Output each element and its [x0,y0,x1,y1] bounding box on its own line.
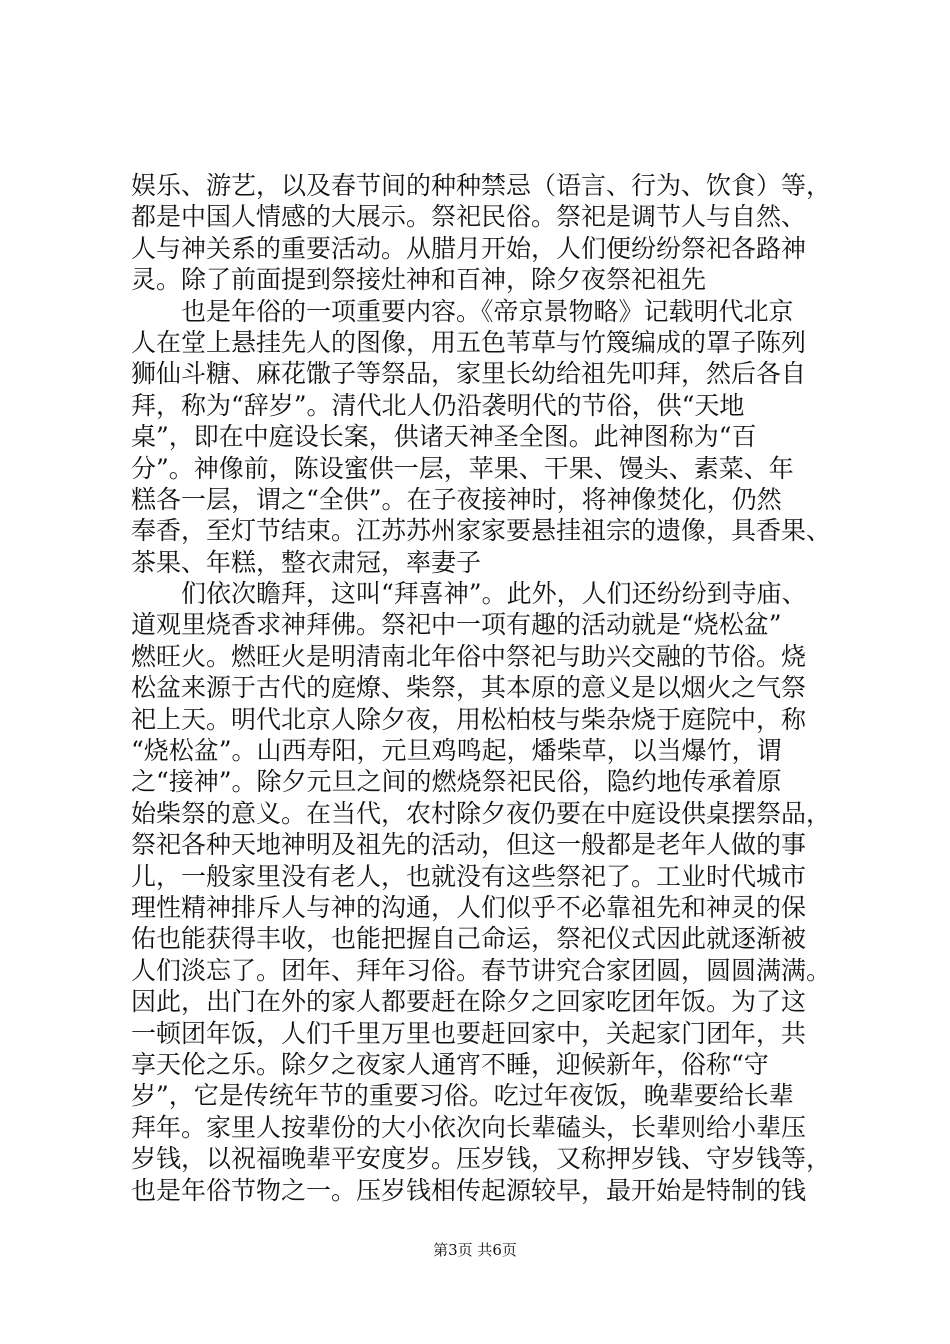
text-line: 人在堂上悬挂先人的图像，用五色苇草与竹篾编成的罩子陈列 [131,327,807,357]
text-line: 一顿团年饭，人们千里万里也要赶回家中，关起家门团年，共 [131,1018,807,1048]
text-line: 因此，出门在外的家人都要赶在除夕之回家吃团年饭。为了这 [131,987,807,1017]
text-line: 佑也能获得丰收，也能把握自己命运，祭祀仪式因此就逐渐被 [131,924,807,954]
text-line: 道观里烧香求神拜佛。祭祀中一项有趣的活动就是“烧松盆” [131,610,782,640]
text-line: 糕各一层，谓之“全供”。在子夜接神时，将神像焚化，仍然 [131,484,782,514]
text-line: 都是中国人情感的大展示。祭祀民俗。祭祀是调节人与自然、 [131,202,807,232]
text-line: 人们淡忘了。团年、拜年习俗。春节讲究合家团圆，圆圆满满。 [131,955,832,985]
page-footer: 第3页 共6页 [433,1241,517,1259]
text-line: 始柴祭的意义。在当代，农村除夕夜仍要在中庭设供桌摆祭品， [131,798,832,828]
text-line: 松盆来源于古代的庭燎、柴祭，其本原的意义是以烟火之气祭 [131,673,807,703]
text-line: 娱乐、游艺，以及春节间的种种禁忌（语言、行为、饮食）等， [131,171,832,200]
text-line: 儿，一般家里没有老人，也就没有这些祭祀了。工业时代城市 [131,861,807,891]
text-line: 岁钱，以祝福晚辈平安度岁。压岁钱，又称押岁钱、守岁钱等， [131,1144,832,1174]
text-line: 们依次瞻拜，这叫“拜喜神”。此外，人们还纷纷到寺庙、 [131,579,807,609]
text-line: 也是年俗的一项重要内容。《帝京景物略》记载明代北京 [131,296,794,326]
text-line: 祭祀各种天地神明及祖先的活动，但这一般都是老年人做的事 [131,830,807,860]
text-line: 狮仙斗糖、麻花馓子等祭品，家里长幼给祖先叩拜，然后各自 [131,359,807,389]
text-line: 拜，称为“辞岁”。清代北人仍沿袭明代的节俗，供“天地 [131,390,745,420]
text-line: 分”。神像前，陈设蜜供一层，苹果、干果、馒头、素菜、年 [131,453,794,483]
text-line: “烧松盆”。山西寿阳，元旦鸡鸣起，燔柴草，以当爆竹，谓 [131,736,782,766]
text-line: 享天伦之乐。除夕之夜家人通宵不睡，迎候新年，俗称“守 [131,1049,769,1079]
text-line: 茶果、年糕，整衣肃冠，率妻子 [131,547,482,577]
text-line: 也是年俗节物之一。压岁钱相传起源较早，最开始是特制的钱 [131,1175,807,1205]
document-body [131,170,831,1206]
text-line: 祀上天。明代北京人除夕夜，用松柏枝与柴杂烧于庭院中，称 [131,704,807,734]
text-line: 理性精神排斥人与神的沟通，人们似乎不必靠祖先和神灵的保 [131,892,807,922]
text-line: 岁”，它是传统年节的重要习俗。吃过年夜饭，晚辈要给长辈 [131,1081,794,1111]
text-line: 燃旺火。燃旺火是明清南北年俗中祭祀与助兴交融的节俗。烧 [131,641,807,671]
text-line: 桌”，即在中庭设长案，供诸天神圣全图。此神图称为“百 [131,422,757,452]
text-line: 拜年。家里人按辈份的大小依次向长辈磕头，长辈则给小辈压 [131,1112,807,1142]
text-line: 人与神关系的重要活动。从腊月开始，人们便纷纷祭祀各路神 [131,233,807,263]
text-line: 灵。除了前面提到祭接灶神和百神，除夕夜祭祀祖先 [131,265,707,295]
text-line: 奉香，至灯节结束。江苏苏州家家要悬挂祖宗的遗像，具香果、 [131,516,832,546]
text-line: 之“接神”。除夕元旦之间的燃烧祭祀民俗，隐约地传承着原 [131,767,782,797]
